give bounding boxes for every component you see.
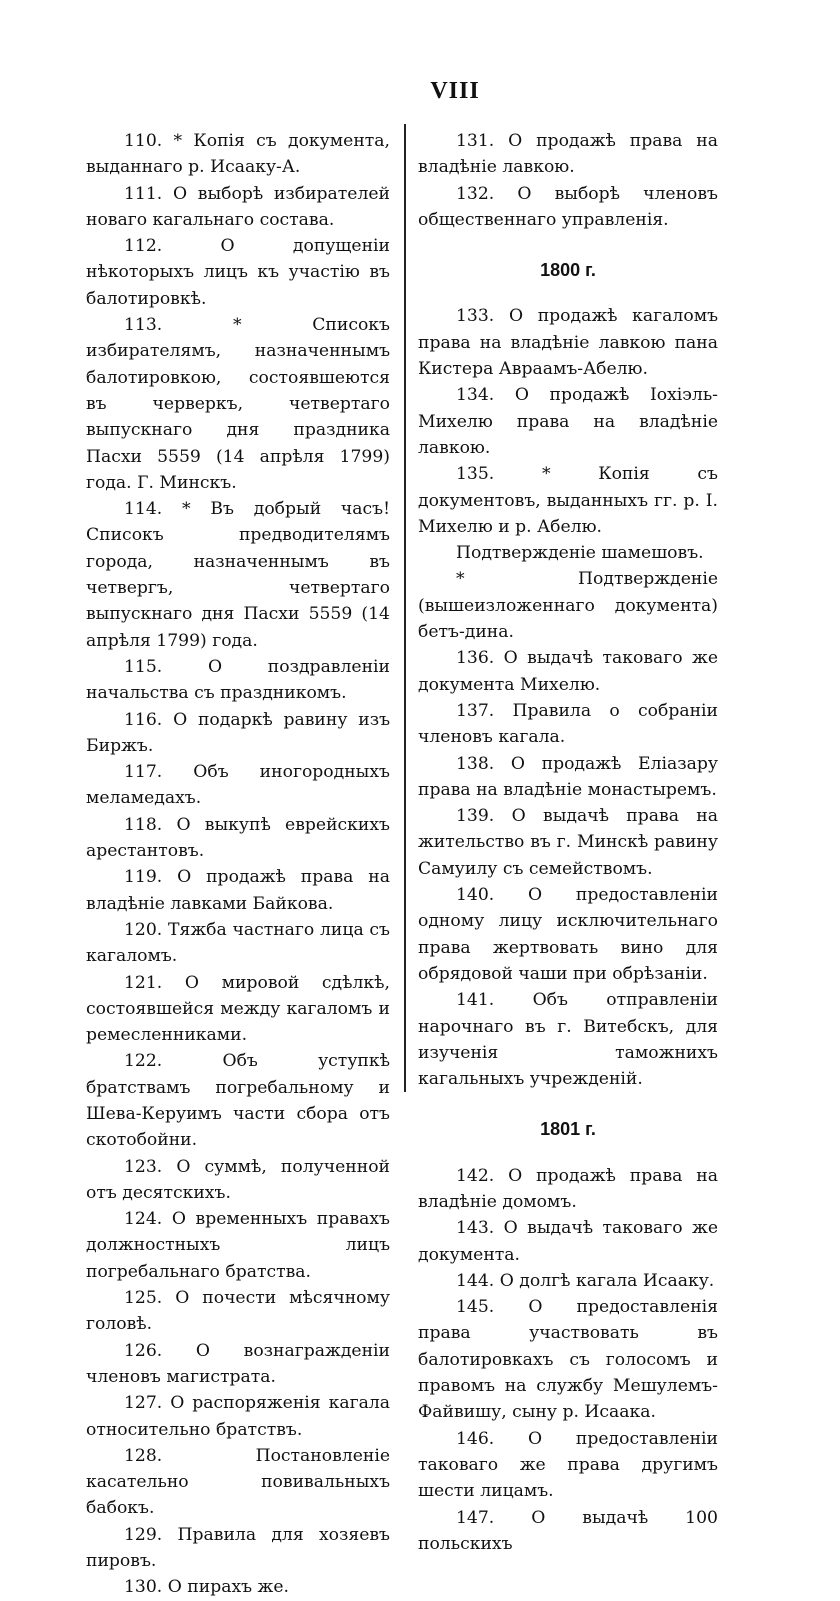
entry-123: 123. О суммѣ, полученной отъ десятскихъ. (86, 1156, 390, 1203)
entry-118: 118. О выкупѣ еврейскихъ арестантовъ. (86, 814, 390, 862)
entry-133: 133. О продажѣ кагаломъ права на владѣніе лавкою пана Кистера Авраамъ-Абелю. (418, 306, 718, 380)
entry-120: 120. Тяжба частнаго лица съ кагаломъ. (86, 919, 390, 967)
year-heading-1800: 1800 г. (540, 260, 596, 281)
entry-113: 113. * Списокъ избирателямъ, назначеннымъ балотировкою, состоявшеются въ черверкъ, четвертаго выпускнаго дня праздника Пасхи 5559 (14 апрѣля 1799) года. Г. Минскъ. (86, 315, 390, 493)
entry-112: 112. О допущеніи нѣкоторыхъ лицъ къ участію въ балотировкѣ. (86, 236, 390, 309)
entry-117: 117. Объ иногородныхъ меламедахъ. (86, 762, 390, 809)
year-heading-1801: 1801 г. (540, 1119, 596, 1140)
entry-142: 142. О продажѣ права на владѣніе домомъ. (418, 1165, 718, 1212)
entry-128: 128. Постановленіе касательно повивальныхъ бабокъ. (86, 1445, 390, 1519)
entry-125: 125. О почести мѣсячному головѣ. (86, 1288, 390, 1335)
entry-135: 135. * Копія съ документовъ, выданныхъ гг. р. І. Михелю и р. Абелю. (418, 464, 718, 537)
entry-116: 116. О подаркѣ равину изъ Биржъ. (86, 709, 390, 756)
entry-141: 141. Объ отправленіи нарочнаго въ г. Витебскъ, для изученія таможнихъ кагальныхъ учрежденій. (418, 990, 718, 1090)
entry-135-bet-din: * Подтвержденіе (вышеизложеннаго документа) бетъ-дина. (418, 569, 718, 643)
entry-137: 137. Правила о собраніи членовъ кагала. (418, 700, 718, 748)
entry-132: 132. О выборѣ членовъ общественнаго управленія. (418, 183, 718, 230)
entry-126: 126. О вознагражденіи членовъ магистрата. (86, 1340, 390, 1387)
entry-129: 129. Правила для хозяевъ пировъ. (86, 1524, 390, 1572)
entry-122: 122. Объ уступкѣ братствамъ погребальному и Шева-Керуимъ части сбора отъ скотобойни. (86, 1051, 390, 1151)
entry-147: 147. О выдачѣ 100 польскихъ (418, 1507, 718, 1554)
entry-115: 115. О поздравленіи начальства съ праздникомъ. (86, 656, 390, 704)
entry-110: 110. * Копія съ документа, выданнаго р. Исааку-А. (86, 131, 390, 178)
entry-138: 138. О продажѣ Еліазару права на владѣніе монастыремъ. (418, 753, 718, 800)
entry-121: 121. О мировой сдѣлкѣ, состоявшейся между кагаломъ и ремесленниками. (86, 972, 390, 1046)
entry-140: 140. О предоставленіи одному лицу исключительнаго права жертвовать вино для обрядовой чаши при обрѣзаніи. (418, 885, 718, 984)
entry-134: 134. О продажѣ Іохіэль-Михелю права на владѣніе лавкою. (418, 385, 718, 458)
entry-124: 124. О временныхъ правахъ должностныхъ лицъ погребальнаго братства. (86, 1209, 390, 1282)
entry-136: 136. О выдачѣ таковаго же документа Михелю. (418, 648, 718, 695)
entry-119: 119. О продажѣ права на владѣніе лавками Байкова. (86, 867, 390, 914)
entry-114: 114. * Въ добрый часъ! Списокъ предводителямъ города, назначеннымъ въ четвергъ, четвертаго выпускнаго дня Пасхи 5559 (14 апрѣля 1799) года. (86, 499, 390, 651)
entry-130: 130. О пирахъ же. (124, 1577, 289, 1598)
column-divider (404, 124, 406, 1092)
page-number: VIII (430, 78, 480, 104)
entry-127: 127. О распоряженія кагала относительно братствъ. (86, 1393, 390, 1440)
entry-146: 146. О предоставленіи таковаго же права другимъ шести лицамъ. (418, 1428, 718, 1502)
entry-111: 111. О выборѣ избирателей новаго кагальнаго состава. (86, 183, 390, 230)
entry-131: 131. О продажѣ права на владѣніе лавкою. (418, 131, 718, 178)
entry-143: 143. О выдачѣ таковаго же документа. (418, 1218, 718, 1265)
entry-144: 144. О долгѣ кагала Исааку. (456, 1270, 715, 1291)
entry-139: 139. О выдачѣ права на жительство въ г. Минскѣ равину Самуилу съ семействомъ. (418, 806, 718, 879)
entry-135-shamesh: Подтвержденіе шамешовъ. (456, 543, 704, 564)
left-column (86, 128, 390, 1601)
right-column (418, 128, 718, 1557)
entry-145: 145. О предоставленія права участвовать въ балотировкахъ съ голосомъ и правомъ на службу Мешулемъ-Файвишу, сыну р. Исаака. (418, 1297, 718, 1423)
